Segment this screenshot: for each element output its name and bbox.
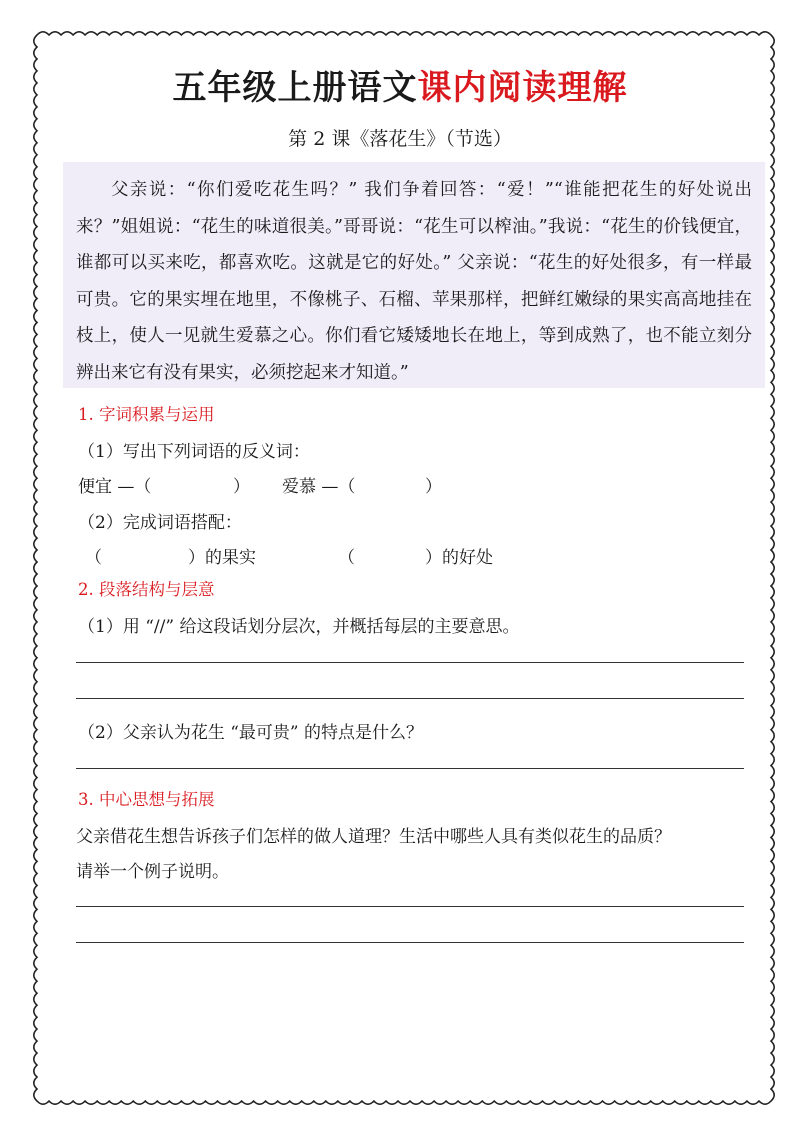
reading-passage: 父亲说：“你们爱吃花生吗？” 我们争着回答：“爱！”“谁能把花生的好处说出来？”姐姐说：“花生的味道很美。”哥哥说：“花生可以榨油。”我说：“花生的价钱便宜，谁都可以买来吃，都喜欢吃。这就是它的好处。” 父亲说：“花生的好处很多，有一样最可贵。它的果实埋在地里，不像桃子、石榴、苹果那样，把鲜红嫩绿的果实高高地挂在枝上，使人一见就生爱慕之心。你们看它矮矮地长在地上，等到成熟了，也不能立刻分辨出来它有没有果实，必须挖起来才知道。” bbox=[76, 180, 752, 383]
antonym-item-b-close: ） bbox=[425, 477, 442, 497]
antonym-item-a: 便宜 —（ bbox=[78, 477, 152, 497]
answer-line[interactable] bbox=[76, 662, 744, 663]
section-1-question-2: （2）完成词语搭配： bbox=[78, 513, 242, 533]
page-title bbox=[0, 60, 800, 109]
collocation-open-b: （ bbox=[338, 548, 355, 568]
section-1-title: 1. 字词积累与运用 bbox=[78, 405, 215, 424]
antonym-item-a-close: ） bbox=[233, 477, 250, 497]
antonym-item-b: 爱慕 —（ bbox=[282, 477, 356, 497]
answer-line[interactable] bbox=[76, 942, 744, 943]
collocation-item-b: ）的好处 bbox=[425, 548, 493, 568]
section-2-title: 2. 段落结构与层意 bbox=[78, 580, 215, 599]
title-red-part: 课内阅读理解 bbox=[417, 68, 628, 108]
section-2-question-2: （2）父亲认为花生 “最可贵” 的特点是什么？ bbox=[78, 723, 424, 743]
answer-line[interactable] bbox=[76, 906, 744, 907]
collocation-open-a: （ bbox=[85, 548, 102, 568]
section-1-question-1: （1）写出下列词语的反义词： bbox=[78, 442, 310, 462]
section-3-question-line-1: 父亲借花生想告诉孩子们怎样的做人道理？生活中哪些人具有类似花生的品质？ bbox=[76, 827, 671, 847]
title-black-part: 五年级上册语文 bbox=[172, 68, 418, 108]
section-3-title: 3. 中心思想与拓展 bbox=[78, 790, 215, 809]
collocation-item-a: ）的果实 bbox=[188, 548, 256, 568]
section-2-question-1: （1）用 “//” 给这段话划分层次，并概括每层的主要意思。 bbox=[78, 617, 520, 637]
answer-line[interactable] bbox=[76, 698, 744, 699]
answer-line[interactable] bbox=[76, 768, 744, 769]
section-3-question-line-2: 请举一个例子说明。 bbox=[76, 862, 229, 882]
lesson-subtitle: 第 2 课《落花生》（节选） bbox=[288, 128, 512, 150]
